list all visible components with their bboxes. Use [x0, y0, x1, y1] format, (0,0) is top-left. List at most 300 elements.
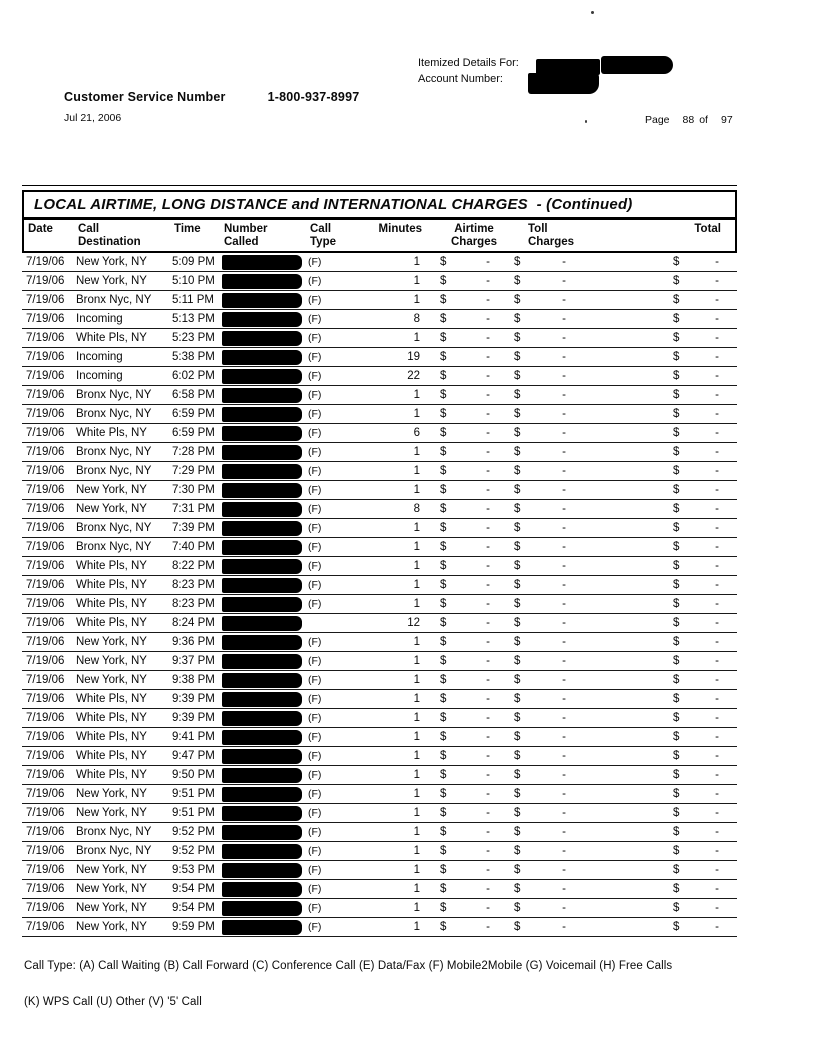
currency-symbol: $: [514, 693, 521, 705]
total-charge: [669, 389, 727, 401]
amount-value: -: [486, 275, 490, 287]
amount-value: -: [715, 693, 719, 705]
call-destination: White Pls, NY: [76, 332, 147, 344]
amount-value: -: [562, 579, 566, 591]
call-type: (F): [308, 370, 322, 382]
call-row: [22, 899, 737, 918]
total-charge: [669, 522, 727, 534]
call-minutes: 1: [413, 579, 420, 591]
redacted-number: [222, 540, 302, 555]
toll-charge: [510, 579, 574, 591]
call-date: 7/19/06: [26, 636, 65, 648]
call-destination: Incoming: [76, 370, 123, 382]
currency-symbol: $: [514, 883, 521, 895]
amount-value: -: [562, 617, 566, 629]
call-date: 7/19/06: [26, 598, 65, 610]
redacted-number: [222, 426, 302, 441]
call-date: 7/19/06: [26, 446, 65, 458]
call-date: 7/19/06: [26, 769, 65, 781]
total-charge: [669, 674, 727, 686]
amount-value: -: [562, 503, 566, 515]
table-title: LOCAL AIRTIME, LONG DISTANCE and INTERNATIONAL CHARGES - (Continued): [24, 192, 735, 220]
currency-symbol: $: [514, 674, 521, 686]
amount-value: -: [562, 522, 566, 534]
call-destination: New York, NY: [76, 883, 147, 895]
call-date: 7/19/06: [26, 408, 65, 420]
call-time: 8:22 PM: [172, 560, 215, 572]
call-minutes: 1: [413, 541, 420, 553]
currency-symbol: $: [514, 427, 521, 439]
currency-symbol: $: [673, 332, 680, 344]
number-called-cell: [222, 882, 308, 897]
currency-symbol: $: [440, 503, 447, 515]
toll-charge: [510, 370, 574, 382]
amount-value: -: [486, 484, 490, 496]
call-time: 5:09 PM: [172, 256, 215, 268]
call-row: [22, 652, 737, 671]
airtime-charge: [436, 807, 498, 819]
toll-charge: [510, 769, 574, 781]
currency-symbol: $: [673, 408, 680, 420]
number-called-cell: [222, 749, 308, 764]
call-destination: New York, NY: [76, 636, 147, 648]
call-minutes: 1: [413, 294, 420, 306]
currency-symbol: $: [673, 693, 680, 705]
amount-value: -: [715, 598, 719, 610]
call-minutes: 1: [413, 522, 420, 534]
amount-value: -: [562, 655, 566, 667]
call-destination: White Pls, NY: [76, 598, 147, 610]
call-row: [22, 804, 737, 823]
call-time: 7:29 PM: [172, 465, 215, 477]
call-type: (F): [308, 427, 322, 439]
call-minutes: 1: [413, 769, 420, 781]
call-type: (F): [308, 731, 322, 743]
statement-date: Jul 21, 2006: [64, 112, 122, 124]
call-type: (F): [308, 750, 322, 762]
call-row: [22, 690, 737, 709]
currency-symbol: $: [673, 370, 680, 382]
amount-value: -: [562, 845, 566, 857]
amount-value: -: [486, 503, 490, 515]
toll-charge: [510, 313, 574, 325]
amount-value: -: [562, 921, 566, 933]
number-called-cell: [222, 521, 308, 536]
call-date: 7/19/06: [26, 731, 65, 743]
currency-symbol: $: [673, 826, 680, 838]
currency-symbol: $: [514, 370, 521, 382]
amount-value: -: [486, 313, 490, 325]
call-minutes: 1: [413, 446, 420, 458]
amount-value: -: [486, 446, 490, 458]
toll-charge: [510, 560, 574, 572]
currency-symbol: $: [514, 408, 521, 420]
currency-symbol: $: [673, 560, 680, 572]
amount-value: -: [562, 294, 566, 306]
total-charge: [669, 693, 727, 705]
call-date: 7/19/06: [26, 826, 65, 838]
currency-symbol: $: [440, 674, 447, 686]
redacted-number: [222, 559, 302, 574]
currency-symbol: $: [673, 541, 680, 553]
col-header-total: Total: [694, 223, 721, 235]
amount-value: -: [715, 541, 719, 553]
currency-symbol: $: [673, 427, 680, 439]
amount-value: -: [562, 674, 566, 686]
currency-symbol: $: [440, 427, 447, 439]
call-row: [22, 861, 737, 880]
total-charge: [669, 617, 727, 629]
call-destination: White Pls, NY: [76, 617, 147, 629]
call-date: 7/19/06: [26, 484, 65, 496]
call-time: 6:58 PM: [172, 389, 215, 401]
currency-symbol: $: [440, 693, 447, 705]
total-charge: [669, 427, 727, 439]
number-called-cell: [222, 635, 308, 650]
currency-symbol: $: [514, 636, 521, 648]
call-minutes: 1: [413, 750, 420, 762]
redacted-number: [222, 825, 302, 840]
toll-charge: [510, 921, 574, 933]
redacted-number: [222, 312, 302, 327]
call-type: (F): [308, 845, 322, 857]
currency-symbol: $: [440, 275, 447, 287]
toll-charge: [510, 636, 574, 648]
call-time: 5:13 PM: [172, 313, 215, 325]
call-destination: Bronx Nyc, NY: [76, 826, 152, 838]
total-charge: [669, 579, 727, 591]
call-time: 9:51 PM: [172, 807, 215, 819]
currency-symbol: $: [514, 902, 521, 914]
total-charge: [669, 313, 727, 325]
total-charge: [669, 294, 727, 306]
call-time: 9:50 PM: [172, 769, 215, 781]
call-destination: New York, NY: [76, 788, 147, 800]
number-called-cell: [222, 711, 308, 726]
currency-symbol: $: [440, 731, 447, 743]
call-time: 5:11 PM: [172, 294, 214, 306]
call-minutes: 19: [407, 351, 420, 363]
call-destination: New York, NY: [76, 275, 147, 287]
call-type: (F): [308, 465, 322, 477]
currency-symbol: $: [673, 275, 680, 287]
currency-symbol: $: [514, 731, 521, 743]
currency-symbol: $: [440, 636, 447, 648]
amount-value: -: [486, 389, 490, 401]
currency-symbol: $: [440, 256, 447, 268]
currency-symbol: $: [673, 617, 680, 629]
redacted-number: [222, 388, 302, 403]
call-time: 6:59 PM: [172, 427, 215, 439]
call-time: 9:41 PM: [172, 731, 215, 743]
currency-symbol: $: [673, 731, 680, 743]
customer-service-number: 1-800-937-8997: [267, 90, 360, 104]
airtime-charge: [436, 389, 498, 401]
currency-symbol: $: [440, 598, 447, 610]
call-type: (F): [308, 921, 322, 933]
toll-charge: [510, 674, 574, 686]
toll-charge: [510, 446, 574, 458]
currency-symbol: $: [440, 408, 447, 420]
call-date: 7/19/06: [26, 275, 65, 287]
call-time: 7:39 PM: [172, 522, 215, 534]
call-time: 9:38 PM: [172, 674, 215, 686]
amount-value: -: [486, 712, 490, 724]
total-charge: [669, 788, 727, 800]
currency-symbol: $: [440, 921, 447, 933]
number-called-cell: [222, 597, 308, 612]
total-charge: [669, 845, 727, 857]
currency-symbol: $: [673, 503, 680, 515]
call-type: (F): [308, 883, 322, 895]
toll-charge: [510, 750, 574, 762]
number-called-cell: [222, 768, 308, 783]
call-date: 7/19/06: [26, 351, 65, 363]
redacted-number: [222, 692, 302, 707]
total-charge: [669, 655, 727, 667]
call-row: [22, 443, 737, 462]
call-minutes: 1: [413, 693, 420, 705]
call-destination: White Pls, NY: [76, 731, 147, 743]
call-time: 7:28 PM: [172, 446, 215, 458]
call-type: (F): [308, 807, 322, 819]
amount-value: -: [486, 864, 490, 876]
amount-value: -: [715, 427, 719, 439]
airtime-charge: [436, 560, 498, 572]
redacted-number: [222, 749, 302, 764]
amount-value: -: [715, 560, 719, 572]
call-minutes: 1: [413, 826, 420, 838]
airtime-charge: [436, 275, 498, 287]
currency-symbol: $: [440, 750, 447, 762]
amount-value: -: [486, 674, 490, 686]
number-called-cell: [222, 350, 308, 365]
currency-symbol: $: [673, 313, 680, 325]
currency-symbol: $: [440, 484, 447, 496]
call-destination: White Pls, NY: [76, 769, 147, 781]
amount-value: -: [715, 465, 719, 477]
page-current: 88: [682, 114, 695, 126]
call-row: [22, 462, 737, 481]
table-header-box: [22, 190, 737, 253]
table-top-rule: [22, 185, 737, 186]
call-date: 7/19/06: [26, 864, 65, 876]
amount-value: -: [562, 731, 566, 743]
total-charge: [669, 370, 727, 382]
call-minutes: 6: [413, 427, 420, 439]
currency-symbol: $: [514, 522, 521, 534]
redacted-number: [222, 844, 302, 859]
total-charge: [669, 598, 727, 610]
currency-symbol: $: [673, 579, 680, 591]
toll-charge: [510, 731, 574, 743]
page-of-label: of: [699, 114, 708, 126]
call-minutes: 1: [413, 864, 420, 876]
col-header-toll: Toll Charges: [528, 223, 575, 248]
number-called-cell: [222, 312, 308, 327]
call-row: [22, 405, 737, 424]
airtime-charge: [436, 769, 498, 781]
toll-charge: [510, 693, 574, 705]
itemized-details-label: Itemized Details For:: [418, 57, 519, 69]
currency-symbol: $: [514, 389, 521, 401]
call-time: 9:52 PM: [172, 826, 215, 838]
amount-value: -: [562, 788, 566, 800]
airtime-charge: [436, 579, 498, 591]
call-date: 7/19/06: [26, 712, 65, 724]
currency-symbol: $: [673, 294, 680, 306]
call-destination: Bronx Nyc, NY: [76, 522, 152, 534]
call-minutes: 12: [407, 617, 420, 629]
call-row: [22, 500, 737, 519]
redacted-number: [222, 768, 302, 783]
currency-symbol: $: [514, 275, 521, 287]
call-minutes: 1: [413, 807, 420, 819]
call-time: 5:10 PM: [172, 275, 215, 287]
call-destination: Bronx Nyc, NY: [76, 446, 152, 458]
toll-charge: [510, 294, 574, 306]
currency-symbol: $: [514, 579, 521, 591]
call-time: 9:59 PM: [172, 921, 215, 933]
airtime-charge: [436, 522, 498, 534]
call-type: (F): [308, 332, 322, 344]
currency-symbol: $: [514, 598, 521, 610]
number-called-cell: [222, 540, 308, 555]
call-time: 9:39 PM: [172, 712, 215, 724]
call-row: [22, 785, 737, 804]
currency-symbol: $: [673, 446, 680, 458]
call-row: [22, 614, 737, 633]
amount-value: -: [715, 883, 719, 895]
currency-symbol: $: [514, 256, 521, 268]
currency-symbol: $: [514, 655, 521, 667]
page-total: 97: [720, 114, 733, 126]
amount-value: -: [715, 807, 719, 819]
col-header-number: Number Called: [224, 223, 268, 248]
total-charge: [669, 826, 727, 838]
toll-charge: [510, 275, 574, 287]
call-row: [22, 272, 737, 291]
total-charge: [669, 731, 727, 743]
number-called-cell: [222, 692, 308, 707]
currency-symbol: $: [440, 313, 447, 325]
call-destination: New York, NY: [76, 256, 147, 268]
amount-value: -: [715, 864, 719, 876]
airtime-charge: [436, 294, 498, 306]
call-row: [22, 367, 737, 386]
call-type: (F): [308, 351, 322, 363]
toll-charge: [510, 902, 574, 914]
amount-value: -: [562, 313, 566, 325]
currency-symbol: $: [514, 617, 521, 629]
call-destination: New York, NY: [76, 484, 147, 496]
amount-value: -: [486, 598, 490, 610]
call-minutes: 1: [413, 275, 420, 287]
call-row: [22, 310, 737, 329]
amount-value: -: [486, 522, 490, 534]
airtime-charge: [436, 883, 498, 895]
currency-symbol: $: [440, 522, 447, 534]
call-time: 7:31 PM: [172, 503, 215, 515]
call-date: 7/19/06: [26, 921, 65, 933]
call-type: (F): [308, 674, 322, 686]
number-called-cell: [222, 559, 308, 574]
call-type: (F): [308, 655, 322, 667]
call-type: (F): [308, 256, 322, 268]
amount-value: -: [486, 807, 490, 819]
call-destination: White Pls, NY: [76, 712, 147, 724]
amount-value: -: [562, 484, 566, 496]
amount-value: -: [486, 408, 490, 420]
toll-charge: [510, 332, 574, 344]
currency-symbol: $: [440, 712, 447, 724]
currency-symbol: $: [440, 655, 447, 667]
currency-symbol: $: [440, 883, 447, 895]
amount-value: -: [486, 465, 490, 477]
call-date: 7/19/06: [26, 807, 65, 819]
call-date: 7/19/06: [26, 427, 65, 439]
call-row: [22, 747, 737, 766]
call-minutes: 1: [413, 902, 420, 914]
currency-symbol: $: [673, 845, 680, 857]
currency-symbol: $: [514, 560, 521, 572]
currency-symbol: $: [440, 579, 447, 591]
call-date: 7/19/06: [26, 465, 65, 477]
call-time: 8:23 PM: [172, 579, 215, 591]
airtime-charge: [436, 256, 498, 268]
amount-value: -: [486, 750, 490, 762]
airtime-charge: [436, 408, 498, 420]
airtime-charge: [436, 484, 498, 496]
amount-value: -: [562, 389, 566, 401]
amount-value: -: [715, 503, 719, 515]
call-row: [22, 595, 737, 614]
amount-value: -: [562, 275, 566, 287]
toll-charge: [510, 256, 574, 268]
amount-value: -: [486, 693, 490, 705]
currency-symbol: $: [440, 788, 447, 800]
redacted-account-number: [528, 73, 599, 94]
amount-value: -: [562, 351, 566, 363]
currency-symbol: $: [673, 883, 680, 895]
table-body: [22, 253, 737, 937]
airtime-charge: [436, 313, 498, 325]
redacted-number: [222, 369, 302, 384]
currency-symbol: $: [673, 750, 680, 762]
col-header-call: Call Type: [310, 223, 336, 248]
currency-symbol: $: [673, 465, 680, 477]
total-charge: [669, 332, 727, 344]
airtime-charge: [436, 921, 498, 933]
total-charge: [669, 864, 727, 876]
amount-value: -: [715, 522, 719, 534]
redacted-number: [222, 255, 302, 270]
toll-charge: [510, 712, 574, 724]
call-time: 8:24 PM: [172, 617, 215, 629]
call-minutes: 1: [413, 408, 420, 420]
number-called-cell: [222, 673, 308, 688]
amount-value: -: [486, 427, 490, 439]
airtime-charge: [436, 655, 498, 667]
amount-value: -: [715, 370, 719, 382]
amount-value: -: [715, 769, 719, 781]
amount-value: -: [486, 541, 490, 553]
currency-symbol: $: [673, 351, 680, 363]
toll-charge: [510, 826, 574, 838]
call-minutes: 1: [413, 845, 420, 857]
amount-value: -: [562, 446, 566, 458]
toll-charge: [510, 598, 574, 610]
